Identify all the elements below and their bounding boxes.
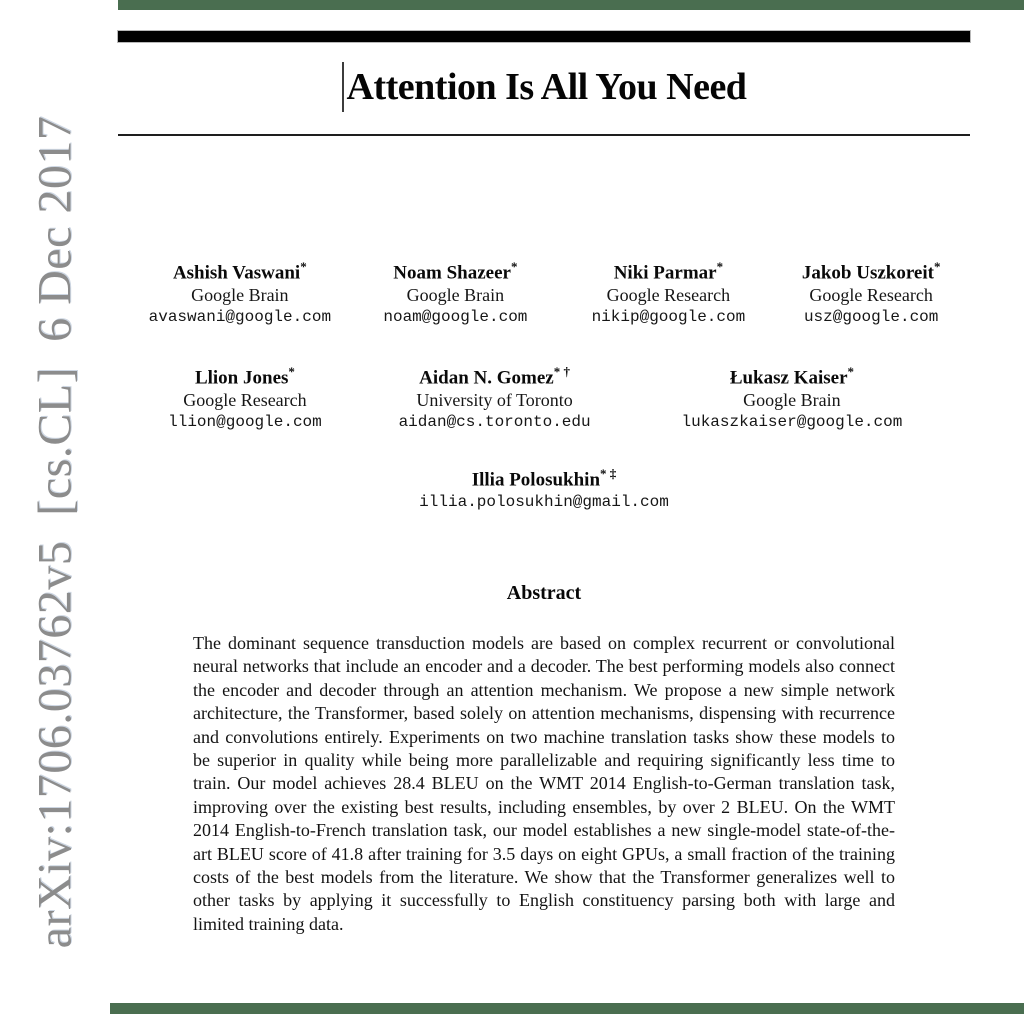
author-block-shazeer <box>383 256 527 329</box>
title-bottom-rule <box>118 134 970 136</box>
author-name-text: Ashish Vaswani <box>172 262 301 284</box>
author-affiliation: Google Research <box>606 285 731 306</box>
author-block-jones <box>168 361 322 434</box>
author-affiliation: Google Research <box>809 285 933 306</box>
author-block-uszkoreit <box>802 256 941 329</box>
author-email: aidan@cs.toronto.edu <box>398 413 591 432</box>
author-email: lukaszkaiser@google.com <box>681 413 903 432</box>
author-name-text: Noam Shazeer <box>393 262 511 284</box>
author-name-text: Jakob Uszkoreit <box>801 262 934 284</box>
author-name <box>682 361 903 389</box>
author-block-parmar <box>592 256 746 329</box>
author-footnote-mark: * † <box>553 364 570 379</box>
abstract-text: The dominant sequence transduction models are based on complex recurrent or convolutional neural networks that include an encoder and a decoder. The best performing models also connect the encoder and decoder through an attention mechanism. We propose a new simple network architecture, the Transformer, based solely on attention mechanisms, dispensing with recurrence and convolutions entirely. Experiments on two machine translation tasks show these models to be superior in quality while being more parallelizable and requiring significantly less time to train. Our model achieves 28.4 BLEU on the WMT 2014 English-to-German translation task, improving over the existing best results, including ensembles, by over 2 BLEU. On the WMT 2014 English-to-French translation task, our model establishes a new single-model state-of-the-art BLEU score of 41.8 after training for 3.5 days on eight GPUs, a small fraction of the training costs of the best models from the literature. We show that the Transformer generalizes well to other tasks by applying it successfully to English constituency parsing both with large and limited training data. <box>193 633 895 934</box>
text-cursor-caret <box>342 62 344 112</box>
author-name <box>419 463 669 491</box>
author-email: illia.polosukhin@gmail.com <box>419 493 669 512</box>
author-name-text: Illia Polosukhin <box>471 469 601 491</box>
author-email: usz@google.com <box>803 308 939 327</box>
author-footnote-mark: * <box>847 364 855 379</box>
author-email: noam@google.com <box>383 308 528 327</box>
author-footnote-mark: * <box>300 259 307 274</box>
author-footnote-mark: * ‡ <box>600 466 617 481</box>
author-affiliation: Google Research <box>183 390 307 411</box>
author-name-text: Llion Jones <box>194 367 289 389</box>
author-footnote-mark: * <box>716 259 724 274</box>
author-name <box>383 256 527 284</box>
author-affiliation: Google Brain <box>191 285 289 306</box>
author-footnote-mark: * <box>288 364 295 379</box>
author-email: nikip@google.com <box>591 308 746 327</box>
author-name-text: Aidan N. Gomez <box>419 367 554 389</box>
author-name <box>168 361 322 389</box>
author-block-polosukhin <box>419 463 669 514</box>
author-footnote-mark: * <box>933 259 941 274</box>
arxiv-watermark: arXiv:1706.03762v5 [cs.CL] 6 Dec 2017 <box>28 115 82 949</box>
bottom-edge-bar <box>110 1003 1024 1014</box>
abstract-heading: Abstract <box>506 582 582 604</box>
author-email: llion@google.com <box>168 413 322 432</box>
author-name-text: Niki Parmar <box>613 262 717 284</box>
author-block-gomez <box>399 361 591 434</box>
author-name-text: Łukasz Kaiser <box>729 367 848 389</box>
author-name <box>149 256 331 284</box>
title-row <box>118 62 970 112</box>
author-affiliation: Google Brain <box>743 390 841 411</box>
title-top-rule <box>118 31 970 42</box>
paper-title: Attention Is All You Need <box>346 66 747 108</box>
author-name <box>802 256 941 284</box>
top-edge-bar <box>118 0 1024 10</box>
author-footnote-mark: * <box>510 259 518 274</box>
author-name <box>592 256 746 284</box>
author-email: avaswani@google.com <box>148 308 332 327</box>
author-block-kaiser <box>682 361 903 434</box>
author-name <box>399 361 591 389</box>
author-block-vaswani <box>149 256 331 329</box>
author-affiliation: University of Toronto <box>416 390 573 411</box>
author-affiliation: Google Brain <box>406 285 505 306</box>
